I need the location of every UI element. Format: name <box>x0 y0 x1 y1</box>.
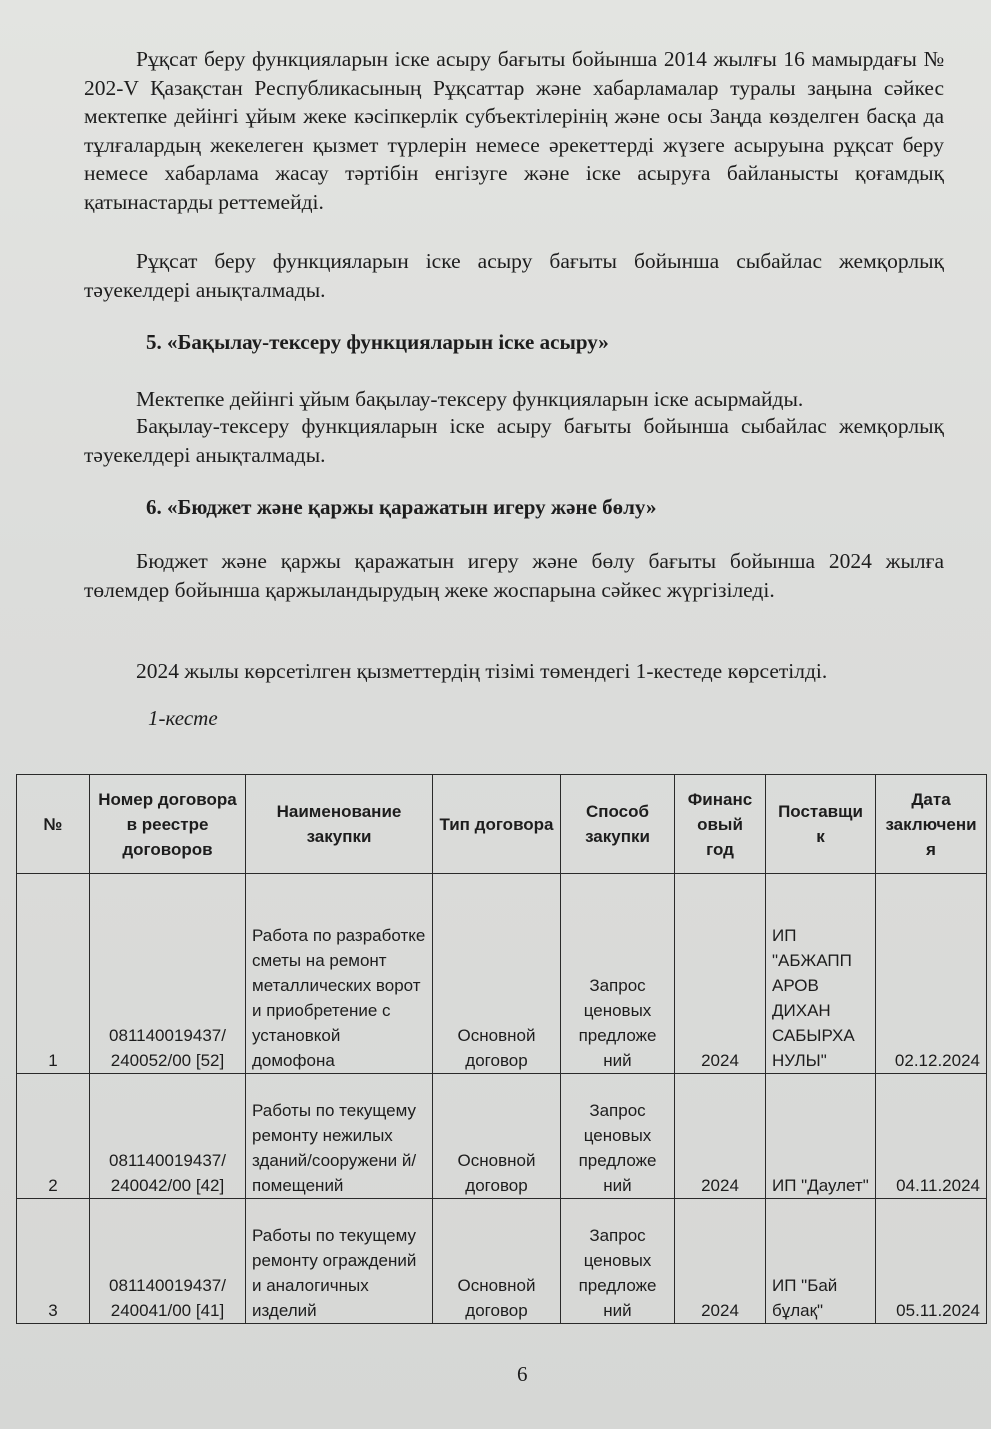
paragraph-control: Мектепке дейінгі ұйым бақылау-тексеру функцияларын іске асырмайды. <box>136 387 804 411</box>
cell-purchase-name: Работы по текущему ремонту ограждений и аналогичных изделий <box>246 1199 433 1324</box>
cell-fiscal-year: 2024 <box>675 1199 766 1324</box>
header-conclusion-date: Дата заключени я <box>876 775 987 874</box>
procurement-table <box>16 774 987 1324</box>
cell-number: 3 <box>17 1199 90 1324</box>
cell-contract-number: 081140019437/ 240041/00 [41] <box>90 1199 246 1324</box>
cell-fiscal-year: 2024 <box>675 874 766 1074</box>
cell-purchase-name: Работы по текущему ремонту нежилых зданий/сооружени й/помещений <box>246 1074 433 1199</box>
header-number: № <box>17 775 90 874</box>
cell-contract-number: 081140019437/ 240052/00 [52] <box>90 874 246 1074</box>
paragraph-permits-risks: Рұқсат беру функцияларын іске асыру бағыты бойынша сыбайлас жемқорлық тәуекелдері анықталмады. <box>84 249 944 302</box>
cell-conclusion-date: 05.11.2024 <box>876 1199 987 1324</box>
header-purchase-name: Наименование закупки <box>246 775 433 874</box>
page-number: 6 <box>517 1362 528 1386</box>
table-row <box>17 1199 987 1324</box>
cell-purchase-name: Работа по разработке сметы на ремонт металлических ворот и приобретение с установкой домофона <box>246 874 433 1074</box>
table-row <box>17 874 987 1074</box>
header-purchase-method: Способ закупки <box>561 775 675 874</box>
cell-purchase-method: Запрос ценовых предложе ний <box>561 1199 675 1324</box>
table-row <box>17 1074 987 1199</box>
paragraph-permits: Рұқсат беру функцияларын іске асыру бағыты бойынша 2014 жылғы 16 мамырдағы № 202-V Қазақстан Республикасының Рұқсаттар және хабарламалар туралы заңына сәйкес мектепке дейінгі ұйым жеке кәсіпкерлік субъектілерінің және осы Заңда көзделген басқа да тұлғалардың жекелеген қызмет түрлерін немесе әрекеттерді жүзеге асыруына рұқсат беру немесе хабарлама жасау тәртібін енгізуге және іске асыруға байланысты қоғамдық қатынастарды реттемейді. <box>84 47 944 214</box>
paragraph-services-list: 2024 жылы көрсетілген қызметтердің тізімі төмендегі 1-кестеде көрсетілді. <box>136 659 828 683</box>
cell-conclusion-date: 04.11.2024 <box>876 1074 987 1199</box>
header-contract-type: Тип договора <box>433 775 561 874</box>
header-supplier: Поставщи к <box>766 775 876 874</box>
cell-conclusion-date: 02.12.2024 <box>876 874 987 1074</box>
cell-purchase-method: Запрос ценовых предложе ний <box>561 874 675 1074</box>
section-heading-6: 6. «Бюджет және қаржы қаражатын игеру және бөлу» <box>146 495 657 519</box>
paragraph-control-risks: Бақылау-тексеру функцияларын іске асыру бағыты бойынша сыбайлас жемқорлық тәуекелдері анықталмады. <box>84 414 944 467</box>
paragraph-budget: Бюджет және қаржы қаражатын игеру және бөлу бағыты бойынша 2024 жылға төлемдер бойынша қаржыландырудың жеке жоспарына сәйкес жүргізіледі. <box>84 549 944 602</box>
cell-contract-type: Основной договор <box>433 874 561 1074</box>
cell-contract-type: Основной договор <box>433 1074 561 1199</box>
cell-supplier: ИП "Бай бұлақ" <box>766 1199 876 1324</box>
cell-supplier: ИП "Даулет" <box>766 1074 876 1199</box>
cell-contract-type: Основной договор <box>433 1199 561 1324</box>
cell-supplier: ИП "АБЖАПП АРОВ ДИХАН САБЫРХА НУЛЫ" <box>766 874 876 1074</box>
section-heading-5: 5. «Бақылау-тексеру функцияларын іске асыру» <box>146 330 609 354</box>
table-caption: 1-кесте <box>148 706 218 730</box>
cell-number: 2 <box>17 1074 90 1199</box>
header-contract-number: Номер договора в реестре договоров <box>90 775 246 874</box>
table-header-row <box>17 775 987 874</box>
header-fiscal-year: Финанс овый год <box>675 775 766 874</box>
cell-number: 1 <box>17 874 90 1074</box>
cell-purchase-method: Запрос ценовых предложе ний <box>561 1074 675 1199</box>
cell-contract-number: 081140019437/ 240042/00 [42] <box>90 1074 246 1199</box>
cell-fiscal-year: 2024 <box>675 1074 766 1199</box>
